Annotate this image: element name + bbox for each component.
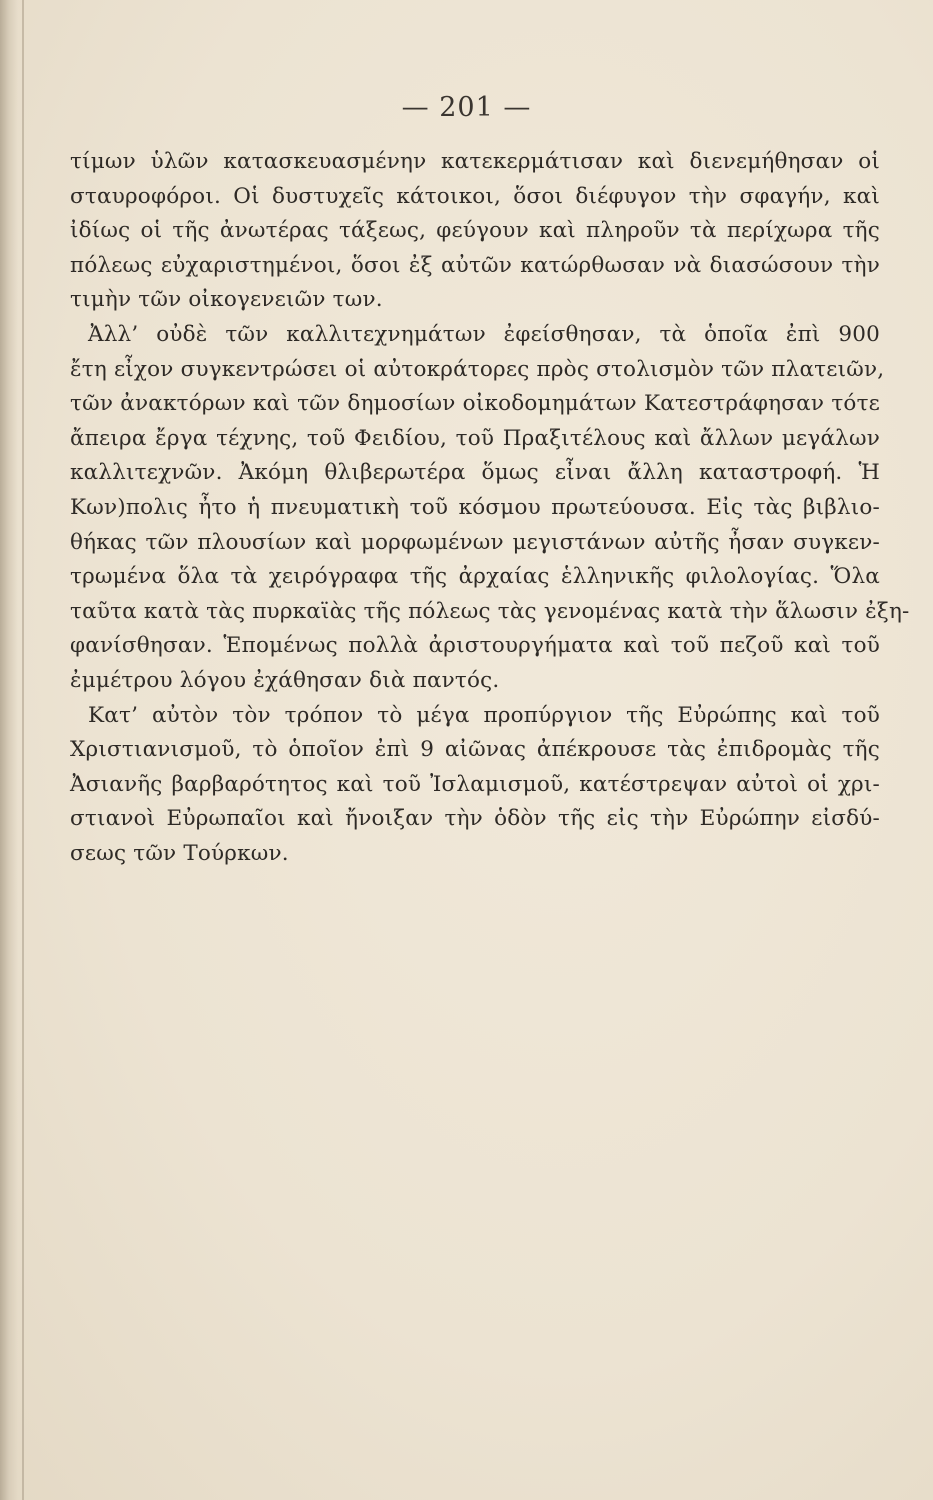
text-line: τρωμένα ὅλα τὰ χειρόγραφα τῆς ἀρχαίας ἑλληνικῆς φιλολογίας. Ὅλα [70, 564, 880, 590]
text-line: ἔτη εἶχον συγκεντρώσει οἱ αὐτοκράτορες πρὸς στολισμὸν τῶν πλατειῶν, [70, 356, 885, 382]
text-line: τιμὴν τῶν οἰκογενειῶν των. [70, 287, 383, 313]
text-line: θήκας τῶν πλουσίων καὶ μορφωμένων μεγιστάνων αὐτῆς ἦσαν συγκεν- [70, 529, 880, 555]
text-line: ταῦτα κατὰ τὰς πυρκαϊὰς τῆς πόλεως τὰς γενομένας κατὰ τὴν ἅλωσιν ἐξη- [70, 598, 910, 624]
page-number: — 201 — [401, 92, 532, 123]
text-line: στιανοὶ Εὐρωπαῖοι καὶ ἤνοιξαν τὴν ὁδὸν τῆς εἰς τὴν Εὐρώπην εἰσδύ- [70, 806, 880, 832]
text-line: τίμων ὑλῶν κατασκευασμένην κατεκερμάτισαν καὶ διενεμήθησαν οἱ [70, 149, 880, 174]
text-line: ἐμμέτρου λόγου ἐχάθησαν διὰ παντός. [70, 667, 500, 693]
page-binding-edge [22, 0, 24, 1500]
text-line: Χριστιανισμοῦ, τὸ ὁποῖον ἐπὶ 9 αἰῶνας ἀπέκρουσε τὰς ἐπιδρομὰς τῆς [70, 737, 880, 763]
text-line: σταυροφόροι. Οἱ δυστυχεῖς κάτοικοι, ὅσοι διέφυγον τὴν σφαγήν, καὶ [70, 183, 880, 209]
text-line: σεως τῶν Τούρκων. [70, 840, 289, 866]
body-text [70, 145, 910, 871]
text-line: Ἀσιανῆς βαρβαρότητος καὶ τοῦ Ἰσλαμισμοῦ, κατέστρεψαν αὐτοὶ οἱ χρι- [70, 771, 880, 797]
text-line: ἄπειρα ἔργα τέχνης, τοῦ Φειδίου, τοῦ Πραξιτέλους καὶ ἄλλων μεγάλων [70, 425, 880, 451]
paragraph-start-line: Ἀλλ’ οὐδὲ τῶν καλλιτεχνημάτων ἐφείσθησαν, τὰ ὁποῖα ἐπὶ 900 [88, 321, 880, 347]
page-binding-shadow [0, 0, 18, 1500]
paragraph-start-line: Κατ’ αὐτὸν τὸν τρόπον τὸ μέγα προπύργιον τῆς Εὐρώπης καὶ τοῦ [88, 702, 880, 728]
text-line: Κων)πολις ἦτο ἡ πνευματικὴ τοῦ κόσμου πρωτεύουσα. Εἰς τὰς βιβλιο- [70, 494, 880, 520]
text-line: φανίσθησαν. Ἑπομένως πολλὰ ἀριστουργήματα καὶ τοῦ πεζοῦ καὶ τοῦ [70, 633, 880, 659]
text-line: τῶν ἀνακτόρων καὶ τῶν δημοσίων οἰκοδομημάτων Κατεστράφησαν τότε [70, 391, 880, 417]
text-line: ἰδίως οἱ τῆς ἀνωτέρας τάξεως, φεύγουν καὶ πληροῦν τὰ περίχωρα τῆς [70, 218, 880, 244]
text-line: πόλεως εὐχαριστημένοι, ὅσοι ἐξ αὐτῶν κατώρθωσαν νὰ διασώσουν τὴν [70, 252, 880, 278]
text-line: καλλιτεχνῶν. Ἀκόμη θλιβερωτέρα ὅμως εἶναι ἄλλη καταστροφή. Ἡ [70, 460, 880, 486]
